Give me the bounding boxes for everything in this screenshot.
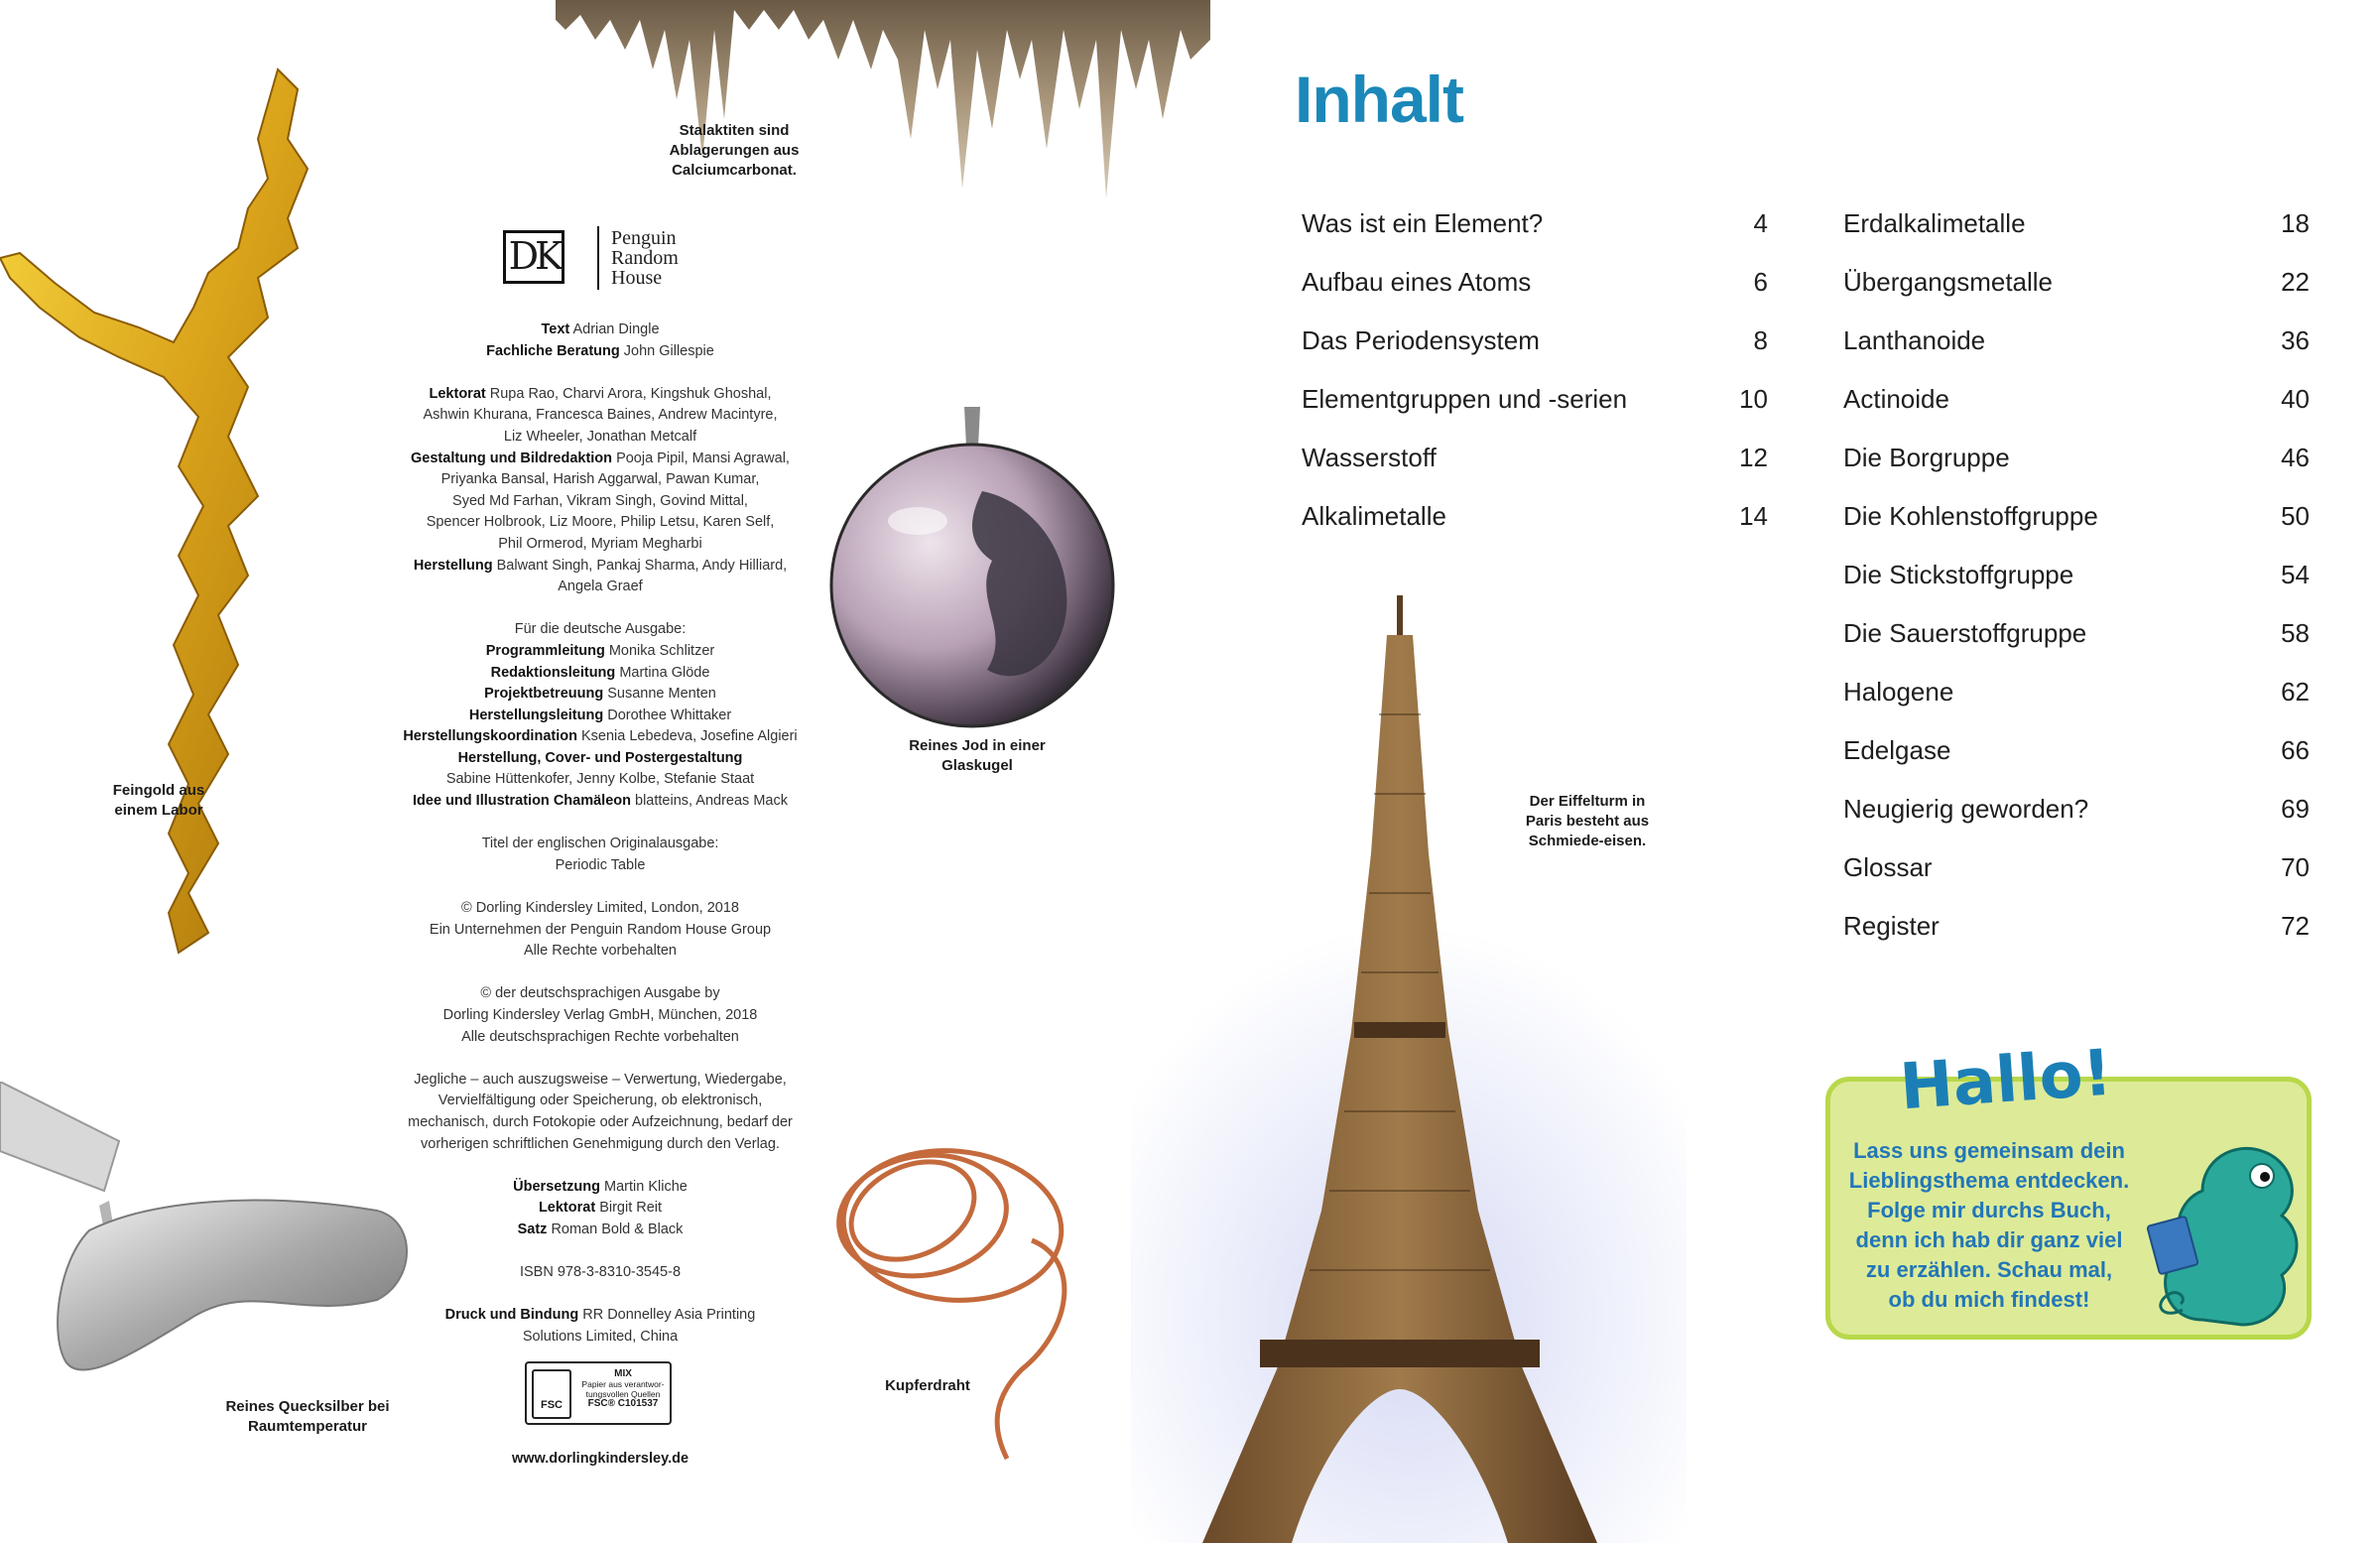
hallo-line: ob du mich findest! (1888, 1287, 2090, 1312)
imprint-label: Herstellungsleitung (468, 707, 604, 723)
toc-entry[interactable] (1843, 618, 2310, 658)
toc-entry-page: 66 (2281, 735, 2310, 765)
iodine-caption: Reines Jod in einer Glaskugel (909, 737, 1046, 774)
imprint-value: Jegliche – auch auszugsweise – Verwertung, Wiedergabe, (414, 1071, 787, 1088)
imprint-value: Martin Kliche (604, 1178, 688, 1195)
toc-entry[interactable] (1843, 501, 2310, 541)
imprint-label: Fachliche Beratung (486, 342, 620, 359)
imprint-label: Herstellung, Cover- und Postergestaltung (457, 749, 743, 766)
copper-caption: Kupferdraht (885, 1377, 970, 1394)
imprint-value: blatteins, Andreas Mack (635, 793, 788, 810)
prh-line-1: Penguin (611, 227, 677, 249)
toc-entry-label: Edelgase (1843, 735, 1951, 765)
imprint-value: Phil Ormerod, Myriam Megharbi (498, 535, 702, 552)
imprint-value: Titel der englischen Originalausgabe: (481, 836, 719, 852)
toc-entry-label: Die Borgruppe (1843, 443, 2010, 472)
toc-entry-page: 70 (2281, 852, 2310, 882)
imprint-value: Roman Bold & Black (551, 1221, 684, 1237)
eiffel-tower-image (1131, 595, 1687, 1543)
imprint-label: Übersetzung (513, 1178, 600, 1195)
stalactites-caption: Stalaktiten sind Ablagerungen aus Calciumcarbonat. (669, 122, 800, 179)
toc-entry-label: Das Periodensystem (1302, 325, 1540, 355)
imprint-value: Alle Rechte vorbehalten (524, 943, 677, 960)
chameleon-icon (2143, 1121, 2312, 1340)
imprint-label: Lektorat (429, 385, 486, 402)
website-link[interactable]: www.dorlingkindersley.de (511, 1451, 689, 1467)
penguin-random-house-logo (611, 228, 679, 288)
imprint-value: Priyanka Bansal, Harish Aggarwal, Pawan Kumar, (440, 471, 760, 488)
fsc-mix: MIX (614, 1368, 632, 1379)
toc-entry[interactable] (1843, 852, 2310, 892)
imprint-value: Martina Glöde (619, 664, 710, 681)
imprint-value: © Dorling Kindersley Limited, London, 2018 (461, 900, 739, 917)
toc-entry-page: 12 (1739, 443, 1768, 472)
toc-entry-label: Alkalimetalle (1302, 501, 1446, 531)
imprint-value: Liz Wheeler, Jonathan Metcalf (503, 428, 697, 445)
imprint-label: Programmleitung (485, 642, 605, 659)
toc-entry-label: Die Kohlenstoffgruppe (1843, 501, 2098, 531)
imprint-value: Periodic Table (555, 856, 646, 873)
toc-entry-page: 54 (2281, 560, 2310, 589)
imprint-value: Balwant Singh, Pankaj Sharma, Andy Hilliard, (496, 557, 788, 574)
imprint-value: Susanne Menten (607, 686, 716, 703)
toc-entry[interactable] (1843, 325, 2310, 365)
prh-line-2: Random (611, 247, 679, 269)
fsc-line-2: tungsvollen Quellen (585, 1389, 661, 1399)
toc-entry-page: 22 (2281, 267, 2310, 297)
toc-entry[interactable] (1843, 443, 2310, 482)
eiffel-caption: Der Eiffelturm in Paris besteht aus Schmiede-eisen. (1525, 793, 1650, 849)
toc-entry-label: Halogene (1843, 677, 1954, 707)
imprint-value: Dorothee Whittaker (607, 707, 732, 723)
imprint-label: Gestaltung und Bildredaktion (411, 450, 613, 466)
toc-entry[interactable] (1843, 208, 2310, 248)
toc-entry-page: 18 (2281, 208, 2310, 238)
toc-entry-label: Aufbau eines Atoms (1302, 267, 1532, 297)
toc-entry-page: 50 (2281, 501, 2310, 531)
imprint-value: Alle deutschsprachigen Rechte vorbehalten (461, 1028, 739, 1045)
fsc-tree-icon: FSC (532, 1369, 571, 1419)
fsc-text (578, 1369, 668, 1409)
logo-separator (597, 226, 599, 290)
iodine-sphere-image (823, 402, 1121, 729)
toc-entry-label: Elementgruppen und -serien (1302, 384, 1628, 414)
imprint-value: Adrian Dingle (572, 321, 660, 337)
toc-entry-page: 36 (2281, 325, 2310, 355)
toc-entry-page: 14 (1739, 501, 1768, 531)
hallo-line: Lieblingsthema entdecken. (1848, 1168, 2130, 1193)
toc-entry-label: Die Stickstoffgruppe (1843, 560, 2074, 589)
toc-entry[interactable] (1302, 267, 1768, 307)
imprint-value: Ksenia Lebedeva, Josefine Algieri (581, 728, 798, 745)
imprint-label: Druck und Bindung (444, 1307, 579, 1324)
imprint-heading: Für die deutsche Ausgabe: (514, 621, 687, 638)
toc-entry-page: 10 (1739, 384, 1768, 414)
stalactites-image (556, 0, 1210, 218)
toc-title: Inhalt (1295, 63, 1463, 136)
toc-entry-page: 46 (2281, 443, 2310, 472)
toc-entry-label: Glossar (1843, 852, 1933, 882)
toc-entry-page: 6 (1753, 267, 1768, 297)
imprint-label: Idee und Illustration Chamäleon (413, 793, 631, 810)
hallo-line: Lass uns gemeinsam dein (1853, 1138, 2125, 1163)
imprint-value: Birgit Reit (599, 1200, 663, 1217)
imprint-value: © der deutschsprachigen Ausgabe by (480, 985, 720, 1002)
imprint-value: Ashwin Khurana, Francesca Baines, Andrew Macintyre, (423, 407, 778, 424)
toc-entry-page: 8 (1753, 325, 1768, 355)
toc-entry[interactable] (1843, 560, 2310, 599)
toc-entry[interactable] (1302, 443, 1768, 482)
toc-entry[interactable] (1302, 501, 1768, 541)
toc-entry[interactable] (1843, 677, 2310, 716)
toc-entry-label: Übergangsmetalle (1843, 267, 2054, 297)
fsc-label (525, 1361, 672, 1425)
dk-logo: DK (503, 230, 564, 284)
toc-entry-page: 58 (2281, 618, 2310, 648)
gold-crystal-image (0, 60, 377, 963)
imprint-value: mechanisch, durch Fotokopie oder Aufzeichnung, bedarf der (408, 1113, 793, 1130)
mercury-caption: Reines Quecksilber bei Raumtemperatur (225, 1398, 390, 1435)
isbn: ISBN 978-3-8310-3545-8 (519, 1264, 682, 1281)
imprint-label: Projektbetreuung (484, 686, 604, 703)
toc-entry[interactable] (1843, 794, 2310, 834)
imprint-value: Rupa Rao, Charvi Arora, Kingshuk Ghoshal, (489, 385, 772, 402)
toc-entry-page: 40 (2281, 384, 2310, 414)
toc-entry-page: 72 (2281, 911, 2310, 941)
copper-wire-image (823, 1131, 1121, 1469)
toc-entry-label: Was ist ein Element? (1302, 208, 1544, 238)
toc-entry[interactable] (1843, 267, 2310, 307)
toc-entry-label: Neugierig geworden? (1843, 794, 2089, 824)
hallo-line: zu erzählen. Schau mal, (1865, 1257, 2113, 1282)
imprint-block (367, 320, 833, 1369)
toc-entry[interactable] (1302, 384, 1768, 424)
imprint-value: Dorling Kindersley Verlag GmbH, München, 2018 (442, 1007, 758, 1023)
toc-entry-page: 62 (2281, 677, 2310, 707)
imprint-value: RR Donnelley Asia Printing (582, 1307, 756, 1324)
imprint-value: Monika Schlitzer (608, 642, 715, 659)
toc-entry[interactable] (1302, 208, 1768, 248)
imprint-value: Spencer Holbrook, Liz Moore, Philip Letsu, Karen Self, (426, 514, 775, 531)
toc-entry-label: Die Sauerstoffgruppe (1843, 618, 2087, 648)
toc-entry-label: Actinoide (1843, 384, 1949, 414)
imprint-label: Text (541, 321, 570, 337)
toc-entry-label: Register (1843, 911, 1940, 941)
imprint-value: Ein Unternehmen der Penguin Random House Group (429, 921, 772, 938)
toc-entry-label: Lanthanoide (1843, 325, 1986, 355)
prh-line-3: House (611, 267, 663, 289)
imprint-value: Pooja Pipil, Mansi Agrawal, (616, 450, 790, 466)
imprint-label: Satz (517, 1221, 548, 1237)
hallo-line: Folge mir durchs Buch, (1867, 1198, 2111, 1222)
imprint-value: Sabine Hüttenkofer, Jenny Kolbe, Stefanie Staat (445, 771, 755, 788)
toc-entry-label: Erdalkalimetalle (1843, 208, 2026, 238)
fsc-code: FSC® C101537 (587, 1398, 659, 1409)
mercury-image (0, 1082, 417, 1399)
hallo-title: Hallo! (1897, 1036, 2115, 1125)
toc-entry-label: Wasserstoff (1302, 443, 1437, 472)
gold-caption: Feingold aus einem Labor (112, 782, 205, 819)
imprint-value: Solutions Limited, China (522, 1328, 679, 1345)
toc-entry-page: 4 (1753, 208, 1768, 238)
toc-entry[interactable] (1843, 911, 2310, 951)
hallo-text (1835, 1136, 2143, 1315)
imprint-label: Herstellung (413, 557, 493, 574)
imprint-value: Vervielfältigung oder Speicherung, ob elektronisch, (438, 1093, 763, 1109)
toc-entry[interactable] (1843, 384, 2310, 424)
imprint-value: Syed Md Farhan, Vikram Singh, Govind Mittal, (452, 492, 748, 509)
imprint-value: vorherigen schriftlichen Genehmigung durch den Verlag. (421, 1135, 780, 1152)
hallo-line: denn ich hab dir ganz viel (1855, 1227, 2123, 1252)
fsc-line-1: Papier aus verantwor- (581, 1379, 665, 1389)
imprint-label: Redaktionsleitung (490, 664, 616, 681)
imprint-label: Herstellungskoordination (403, 728, 577, 745)
toc-entry[interactable] (1302, 325, 1768, 365)
imprint-value: Angela Graef (558, 579, 643, 595)
toc-entry-page: 69 (2281, 794, 2310, 824)
toc-entry[interactable] (1843, 735, 2310, 775)
imprint-value: John Gillespie (623, 342, 714, 359)
imprint-label: Lektorat (538, 1200, 596, 1217)
